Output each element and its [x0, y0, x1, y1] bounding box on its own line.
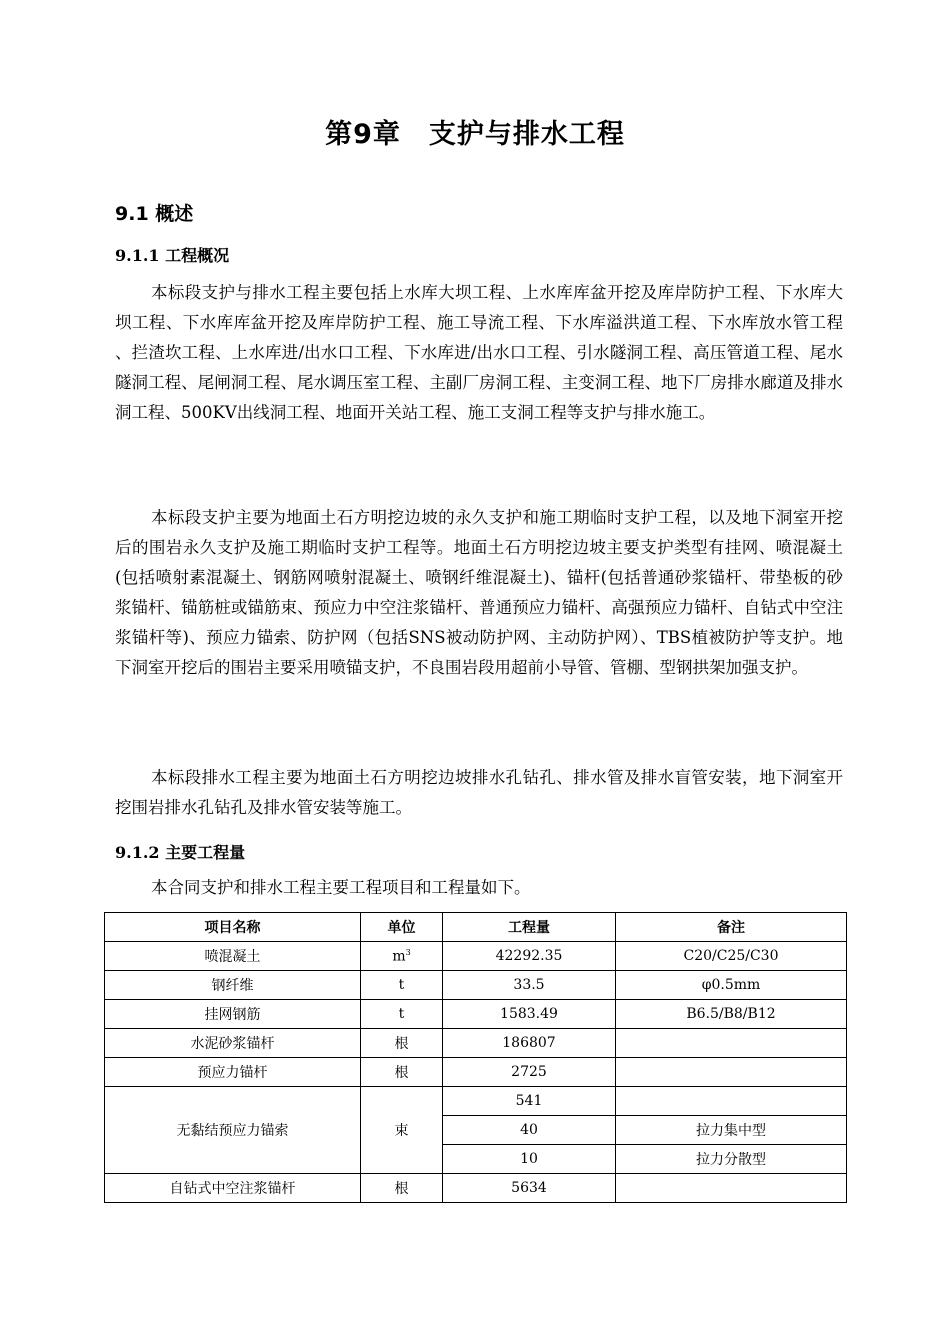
cell-note: φ0.5mm	[616, 971, 847, 1000]
quantities-table	[104, 912, 847, 1203]
cell-note	[616, 1029, 847, 1058]
table-row	[105, 1058, 847, 1087]
paragraph-scope: 本标段支护与排水工程主要包括上水库大坝工程、上水库库盆开挖及库岸防护工程、下水库大坝工程、下水库库盆开挖及库岸防护工程、施工导流工程、下水库溢洪道工程、下水库放水管工程 、拦渣坎工程、上水库进/出水口工程、下水库进/出水口工程、引水隧洞工程、高压管道工程、尾水隧洞工程、尾闸洞工程、尾水调压室工程、主副厂房洞工程、主变洞工程、地下厂房排水廊道及排水洞工程、500KV出线洞工程、地面开关站工程、施工支洞工程等支护与排水施工。	[115, 283, 843, 422]
table-header-row	[105, 913, 847, 942]
cell-qty: 33.5	[443, 971, 616, 1000]
cell-qty: 186807	[443, 1029, 616, 1058]
cell-unit: t	[361, 1000, 443, 1029]
subsection-heading-overview: 9.1.1 工程概况	[115, 246, 230, 265]
cell-qty: 1583.49	[443, 1000, 616, 1029]
cell-note: 拉力集中型	[616, 1116, 847, 1145]
header-note: 备注	[616, 913, 847, 942]
cell-unit: $m^3$	[361, 942, 443, 971]
table-row	[105, 1000, 847, 1029]
cell-name: 挂网钢筋	[105, 1000, 361, 1029]
cell-unit: t	[361, 971, 443, 1000]
table-row	[105, 971, 847, 1000]
table-row	[105, 1029, 847, 1058]
table-row	[105, 1087, 847, 1116]
cell-qty: 541	[443, 1087, 616, 1116]
paragraph-table-intro: 本合同支护和排水工程主要工程项目和工程量如下。	[151, 878, 531, 897]
cell-name: 自钻式中空注浆锚杆	[105, 1174, 361, 1203]
cell-name: 钢纤维	[105, 971, 361, 1000]
cell-note	[616, 1087, 847, 1116]
header-quantity: 工程量	[443, 913, 616, 942]
header-item-name: 项目名称	[105, 913, 361, 942]
cell-note: B6.5/B8/B12	[616, 1000, 847, 1029]
header-unit: 单位	[361, 913, 443, 942]
paragraph-support: 本标段支护主要为地面土石方明挖边坡的永久支护和施工期临时支护工程，以及地下洞室开挖后的围岩永久支护及施工期临时支护工程等。地面土石方明挖边坡主要支护类型有挂网、喷混凝土(包括喷射素混凝土、钢筋网喷射混凝土、喷钢纤维混凝土)、锚杆(包括普通砂浆锚杆、带垫板的砂浆锚杆、锚筋桩或锚筋束、预应力中空注浆锚杆、普通预应力锚杆、高强预应力锚杆、自钻式中空注浆锚杆等)、预应力锚索、防护网（包括SNS被动防护网、主动防护网）、TBS植被防护等支护。地下洞室开挖后的围岩主要采用喷锚支护，不良围岩段用超前小导管、管棚、型钢拱架加强支护。	[115, 508, 843, 677]
cell-name: 预应力锚杆	[105, 1058, 361, 1087]
table-row	[105, 1174, 847, 1203]
cell-note: 拉力分散型	[616, 1145, 847, 1174]
cell-qty: 10	[443, 1145, 616, 1174]
cell-unit: 根	[361, 1029, 443, 1058]
cell-qty: 2725	[443, 1058, 616, 1087]
cell-qty: 5634	[443, 1174, 616, 1203]
cell-note: C20/C25/C30	[616, 942, 847, 971]
cell-note	[616, 1058, 847, 1087]
cell-note	[616, 1174, 847, 1203]
chapter-title: 第9章 支护与排水工程	[325, 119, 625, 150]
table-row	[105, 942, 847, 971]
cell-qty: 40	[443, 1116, 616, 1145]
cell-name: 水泥砂浆锚杆	[105, 1029, 361, 1058]
section-heading: 9.1 概述	[115, 203, 194, 225]
paragraph-drainage: 本标段排水工程主要为地面土石方明挖边坡排水孔钻孔、排水管及排水盲管安装，地下洞室开挖围岩排水孔钻孔及排水管安装等施工。	[115, 768, 843, 817]
cell-qty: 42292.35	[443, 942, 616, 971]
cell-unit: 根	[361, 1174, 443, 1203]
cell-unit: 束	[361, 1087, 443, 1174]
subsection-heading-quantities: 9.1.2 主要工程量	[115, 843, 246, 862]
cell-unit: 根	[361, 1058, 443, 1087]
cell-name: 无黏结预应力锚索	[105, 1087, 361, 1174]
cell-name: 喷混凝土	[105, 942, 361, 971]
